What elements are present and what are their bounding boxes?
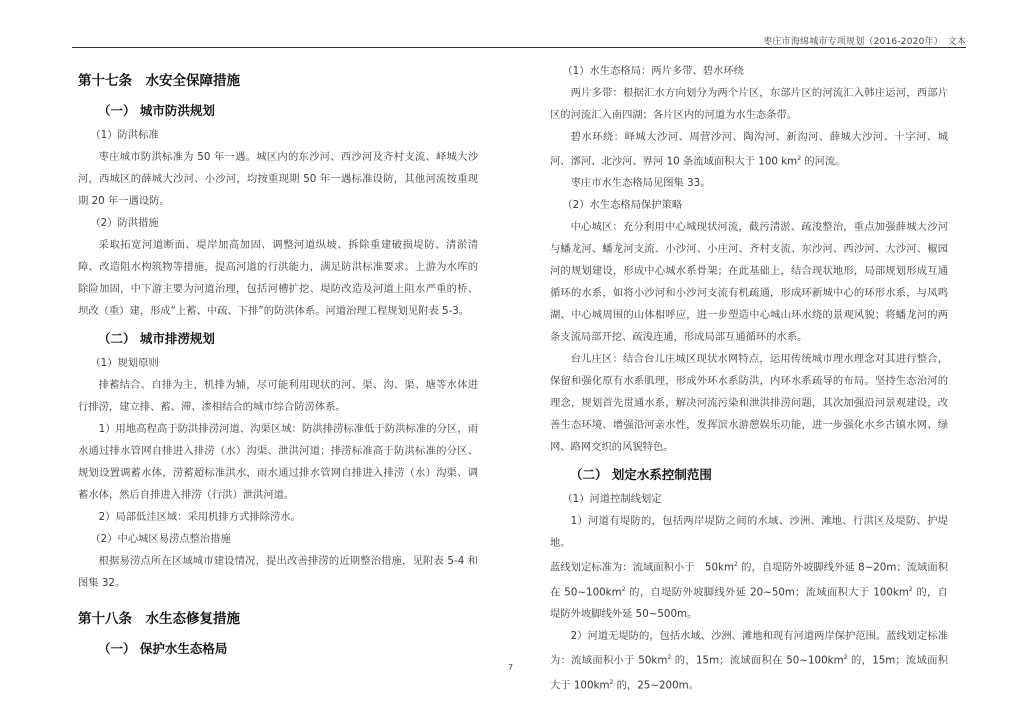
section-flood-control-title: （一） 城市防洪规划 xyxy=(98,103,215,118)
article-18-title: 第十八条 水生态修复措施 xyxy=(78,611,240,627)
running-header: 枣庄市海绵城市专项规划（2016-2020年） 文本 xyxy=(763,37,966,47)
undiked-text-3: 的，15m；流域面积大于 100km xyxy=(550,654,949,692)
undiked-river-paragraph xyxy=(550,625,948,696)
river-control-line-heading: （1）河道控制线划定 xyxy=(562,493,662,506)
flood-standard-paragraph: 枣庄城市防洪标准为 50 年一遇。城区内的东沙河、西沙河及齐村支流、峄城大沙河，西城区的薛城大沙河、小沙河，均按重现期 50 年一遇标准设防，其他河流按重现期 20 年一遇设防。 xyxy=(78,151,478,207)
page-number: 7 xyxy=(508,663,514,672)
two-zones-paragraph: 两片多带：根据汇水方向划分为两个片区，东部片区的河流汇入韩庄运河，西部片区的河流汇入南四湖；各片区内的河道为水生态条带。 xyxy=(550,87,948,121)
blue-line-text-1: 蓝线划定标准为：流域面积小于 50km xyxy=(550,561,735,574)
river-ring-paragraph xyxy=(550,126,948,172)
river-ring-text-end: 的河流。 xyxy=(801,155,846,168)
superscript: 2 xyxy=(908,585,913,593)
header-rule xyxy=(72,47,966,48)
undiked-text-1: 2）河道无堤防的，包括水域、沙洲、滩地和现有河道两岸保护范围。蓝线划定标准为：流域面积小于 50km xyxy=(550,630,948,667)
waterlogging-measures-paragraph: 根据易涝点所在区域城市建设情况，提出改善排涝的近期整治措施，见附表 5-4 和图集 32。 xyxy=(78,555,478,589)
flood-measures-heading: （2）防洪措施 xyxy=(90,217,159,229)
undiked-text-2: 的，15m；流域面积在 50~100km xyxy=(671,654,844,667)
superscript: 2 xyxy=(734,561,738,569)
article-17-title: 第十七条 水安全保障措施 xyxy=(78,73,240,89)
section-eco-pattern-title: （一） 保护水生态格局 xyxy=(98,641,228,656)
section-control-range-title: （二） 划定水系控制范围 xyxy=(570,467,712,483)
taierzhuang-paragraph: 台儿庄区：结合台儿庄城区现状水网特点，运用传统城市理水理念对其进行整合，保留和强化原有水系肌理，形成外环水系防洪，内环水系疏导的布局。坚持生态治河的理念，规划首先贯通水系，解决河流污染和泄洪排涝问题，其次加强沿河景观建设，改善生态环境、增强沿河亲水性，发挥滨水游憩娱乐功能，进一步强化水乡古镇水网、绿网、路网交织的风貌特色。 xyxy=(550,353,948,454)
eco-pattern-heading: （1）水生态格局：两片多带、碧水环绕 xyxy=(562,65,744,77)
diked-river-paragraph: 1）河道有堤防的，包括两岸堤防之间的水域、沙洲、滩地、行洪区及堤防、护堤地。 xyxy=(550,515,948,550)
drainage-principle-paragraph: 排蓄结合、自排为主，机排为辅，尽可能利用现状的河、渠、沟、渠、塘等水体进行排涝，建立排、蓄、滞、渗相结合的城市综合防涝体系。 xyxy=(78,379,478,413)
blue-line-text-4: 的，自堤防外坡脚线外延 50~500m。 xyxy=(550,586,948,621)
figure-reference-paragraph: 枣庄市水生态格局见图集 33。 xyxy=(570,177,711,190)
flood-standard-heading: （1）防洪标准 xyxy=(90,129,159,141)
drainage-high-ground-paragraph: 1）用地高程高于防洪排涝河道、沟渠区域：防洪排涝标准低于防洪标准的分区，雨水通过排水管网自排进入排涝（水）沟渠、泄洪河道；排涝标准高于防洪标准的分区、规划设置调蓄水体，涝蓄超标准洪水，雨水通过排水管网自排进入排涝（水）沟渠、调蓄水体，然后自排进入排涝（行洪）泄洪河道。 xyxy=(78,423,478,501)
section-drainage-title: （二） 城市排涝规划 xyxy=(98,331,215,346)
flood-measures-paragraph: 采取拓宽河道断面、堤岸加高加固、调整河道纵坡、拆除重建破损堤防、清淤清障、改造阻水构筑物等措施，提高河道的行洪能力，满足防洪标准要求。上游为水库的除险加固，中下游主要为河道治理，包括河槽扩挖、堤防改造及河道上阻水严重的桥、坝改（重）建，形成“上蓄、中疏、下排”的防洪体系。河道治理工程规划见附表 5-3。 xyxy=(78,239,478,317)
river-ring-text: 碧水环绕：峄城大沙河、周营沙河、陶沟河、新沟河、薛城大沙河、十字河、城河、漷河、北沙河、界河 10 条流域面积大于 100 km xyxy=(550,131,948,168)
drainage-lowland-paragraph: 2）局部低洼区域：采用机排方式排除涝水。 xyxy=(98,511,301,523)
left-column xyxy=(78,60,478,662)
superscript: 2 xyxy=(621,585,626,593)
superscript: 2 xyxy=(797,155,802,162)
superscript: 2 xyxy=(843,654,848,662)
protection-strategy-heading: （2）水生态格局保护策略 xyxy=(562,199,683,212)
right-column xyxy=(550,60,948,696)
waterlogging-measures-heading: （2）中心城区易涝点整治措施 xyxy=(90,533,231,545)
blue-line-text-2: 的，自堤防外坡脚线外延 8~20m；流域面积在 50~100km xyxy=(550,561,948,599)
central-district-paragraph: 中心城区：充分利用中心城现状河流，截污清淤、疏浚整治，重点加强薛城大沙河与蟠龙河、蟠龙河支流、小沙河、小庄河、齐村支流、东沙河、西沙河、大沙河、椒园河的规划建设，形成中心城水系骨架；在此基础上，结合现状地形，局部规划形成互通循环的水系，如将小沙河和小沙河支流有机疏通，形成环新城中心的环形水系，与凤鸣湖、中心城周围的山体相呼应，进一步塑造中心城山环水绕的景观风貌；将蟠龙河的两条支流局部开挖、疏浚连通，形成局部互通循环的水系。 xyxy=(550,221,948,344)
superscript: 2 xyxy=(609,678,614,686)
blue-line-diked-paragraph xyxy=(550,554,948,625)
blue-line-text-3: 的，自堤防外坡脚线外延 20~50m；流域面积大于 100km xyxy=(625,586,909,599)
drainage-principle-heading: （1）规划原则 xyxy=(90,357,159,369)
superscript: 2 xyxy=(667,654,672,662)
undiked-text-4: 的，25~200m。 xyxy=(613,679,699,692)
